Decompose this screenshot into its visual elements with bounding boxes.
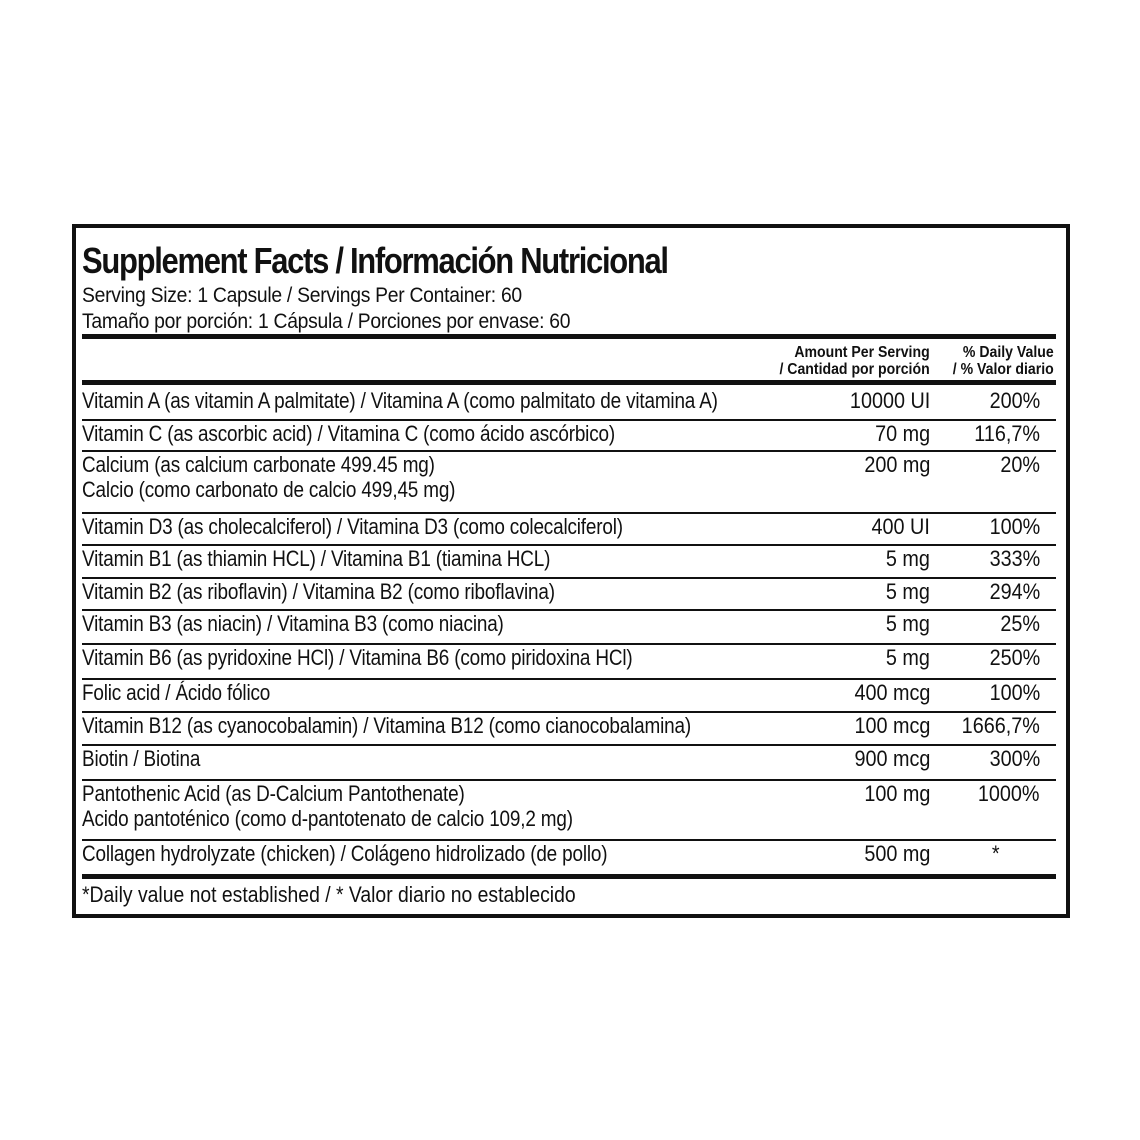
nutrient-name-line-1: Vitamin C (as ascorbic acid) / Vitamina C (como ácido ascórbico) [82,421,615,446]
nutrient-amount: 10000 UI [849,388,930,413]
table-row [82,746,1056,781]
table-row [82,388,1056,421]
nutrient-daily-value: 100% [989,514,1040,539]
nutrient-name-line-1: Vitamin D3 (as cholecalciferol) / Vitamina D3 (como colecalciferol) [82,514,623,539]
nutrient-name [82,746,200,771]
nutrient-daily-value: 1666,7% [961,713,1040,738]
nutrient-name [82,713,691,738]
nutrient-amount: 500 mg [863,841,930,866]
nutrient-amount: 900 mcg [854,746,930,771]
nutrient-amount: 70 mg [874,421,930,446]
table-row [82,452,1056,514]
dv-header-en: % Daily Value [963,344,1054,361]
panel-title: Supplement Facts / Información Nutricional [82,240,668,281]
nutrient-name-line-2: Acido pantoténico (como d-pantotenato de calcio 109,2 mg) [82,806,573,831]
nutrient-name-line-1: Calcium (as calcium carbonate 499.45 mg) [82,452,435,477]
nutrient-daily-value: 25% [1000,611,1040,636]
nutrient-name-line-1: Biotin / Biotina [82,746,201,771]
table-row [82,514,1056,546]
nutrient-name [82,388,718,413]
nutrient-name-line-1: Collagen hydrolyzate (chicken) / Colágeno hidrolizado (de pollo) [82,841,608,866]
footnote: *Daily value not established / * Valor diario no establecido [82,882,576,907]
table-row [82,680,1056,713]
table-row [82,781,1056,841]
nutrient-daily-value: 100% [989,680,1040,705]
nutrient-name-line-1: Vitamin B1 (as thiamin HCL) / Vitamina B1 (tiamina HCL) [82,546,551,571]
serving-size-en: Serving Size: 1 Capsule / Servings Per Container: 60 [82,284,522,307]
nutrient-daily-value: 333% [989,546,1040,571]
nutrient-amount: 400 UI [871,514,930,539]
amount-per-serving-header [780,344,930,378]
nutrient-amount: 5 mg [885,611,930,636]
table-row [82,579,1056,611]
nutrient-name [82,645,633,670]
nutrient-amount: 100 mcg [854,713,930,738]
nutrient-amount: 5 mg [885,579,930,604]
serving-size-es: Tamaño por porción: 1 Cápsula / Porciones por envase: 60 [82,310,571,333]
nutrient-amount: 5 mg [885,546,930,571]
nutrient-name [82,452,455,502]
nutrient-name-line-1: Vitamin B2 (as riboflavin) / Vitamina B2 (como riboflavina) [82,579,555,604]
bottom-thick-rule [82,874,1056,879]
table-row [82,713,1056,746]
nutrient-amount: 100 mg [863,781,930,806]
nutrient-name-line-1: Pantothenic Acid (as D-Calcium Pantothenate) [82,781,465,806]
header-thick-rule [82,380,1056,385]
nutrient-name [82,514,623,539]
nutrient-name-line-1: Vitamin A (as vitamin A palmitate) / Vitamina A (como palmitato de vitamina A) [82,388,718,413]
nutrient-daily-value: 300% [989,746,1040,771]
nutrient-daily-value: 1000% [978,781,1040,806]
table-row [82,546,1056,579]
nutrient-name [82,421,615,446]
table-row [82,645,1056,680]
nutrient-name [82,546,550,571]
nutrient-daily-value: * [992,841,1000,866]
nutrient-amount: 5 mg [885,645,930,670]
nutrient-daily-value: 294% [989,579,1040,604]
supplement-facts-panel [72,224,1070,918]
nutrient-name-line-1: Vitamin B12 (as cyanocobalamin) / Vitamina B12 (como cianocobalamina) [82,713,691,738]
nutrient-name-line-1: Vitamin B3 (as niacin) / Vitamina B3 (como niacina) [82,611,504,636]
nutrient-daily-value: 116,7% [974,421,1040,446]
amount-header-es: / Cantidad por porción [779,361,930,378]
nutrient-daily-value: 200% [989,388,1040,413]
dv-header-es: / % Valor diario [953,361,1054,378]
nutrient-name-line-2: Calcio (como carbonato de calcio 499,45 mg) [82,477,456,502]
nutrient-amount: 400 mcg [854,680,930,705]
table-row [82,421,1056,452]
nutrient-name [82,841,607,866]
nutrient-name [82,680,270,705]
nutrient-name-line-1: Vitamin B6 (as pyridoxine HCl) / Vitamina B6 (como piridoxina HCl) [82,645,633,670]
nutrient-name [82,611,504,636]
amount-header-en: Amount Per Serving [794,344,930,361]
table-row [82,841,1056,874]
nutrient-daily-value: 250% [989,645,1040,670]
daily-value-header [953,344,1054,378]
nutrient-daily-value: 20% [1000,452,1040,477]
top-thick-rule [82,334,1056,339]
nutrient-amount: 200 mg [863,452,930,477]
nutrient-name [82,781,573,831]
nutrient-name [82,579,555,604]
nutrient-name-line-1: Folic acid / Ácido fólico [82,680,271,705]
table-row [82,611,1056,645]
